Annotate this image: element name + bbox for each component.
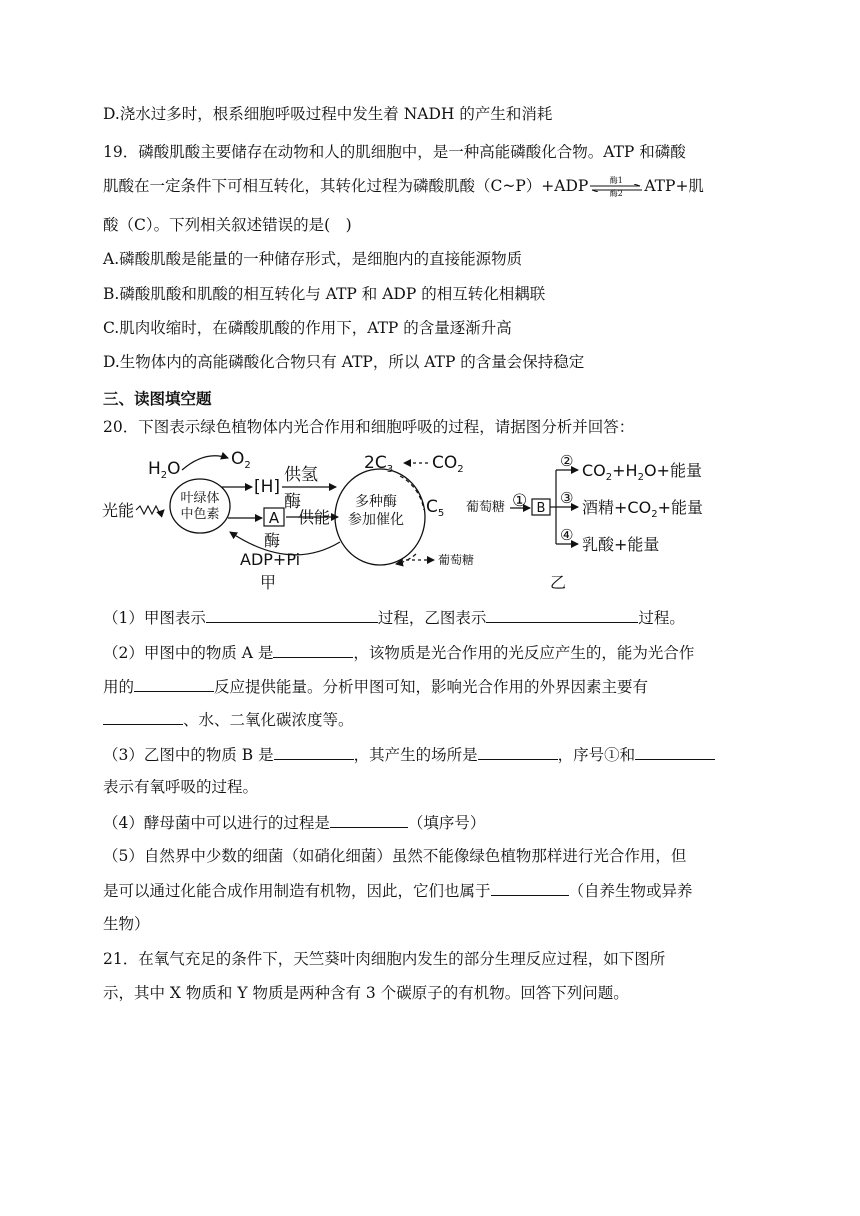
h2o-to-o2-arrow bbox=[182, 456, 228, 470]
q20-stem: 20．下图表示绿色植物体内光合作用和细胞呼吸的过程，请据图分析并回答： bbox=[103, 418, 635, 436]
sub2-text-c: 用的 bbox=[103, 678, 135, 696]
answer-blank-3[interactable] bbox=[273, 641, 353, 658]
answer-blank-1[interactable] bbox=[206, 606, 378, 623]
q19-option-a: A.磷酸肌酸是能量的一种储存形式，是细胞内的直接能源物质 bbox=[103, 250, 523, 268]
sub2-text-b: ，该物质是光合作用的光反应产生的，能为光合作 bbox=[353, 644, 695, 662]
multi-enzyme-label-1: 多种酶 bbox=[355, 494, 397, 510]
c3-label: $2C_3$ bbox=[364, 453, 394, 475]
step3-label: ③ bbox=[560, 489, 574, 507]
diagram-yi-label: 乙 bbox=[550, 573, 567, 592]
photosynthesis-respiration-diagram bbox=[100, 450, 720, 600]
sub1-text-c: 过程。 bbox=[638, 609, 685, 627]
sub4-text-b: （填序号） bbox=[407, 814, 486, 832]
supply-energy-label: 供能 bbox=[298, 508, 331, 527]
section-heading: 三、读图填空题 bbox=[103, 390, 212, 408]
h-label: [H] bbox=[254, 477, 281, 497]
q20-sub5-line2 bbox=[103, 879, 693, 902]
light-energy-label: 光能 bbox=[102, 501, 135, 520]
q19-stem-line2-b: ATP+肌 bbox=[644, 177, 704, 195]
answer-blank-7[interactable] bbox=[478, 743, 558, 760]
product4-label: 乳酸+能量 bbox=[582, 535, 660, 554]
q19-option-b: B.磷酸肌酸和肌酸的相互转化与 ATP 和 ADP 的相互转化相耦联 bbox=[103, 285, 546, 303]
enzyme2-label: 酶2 bbox=[609, 189, 623, 198]
answer-blank-10[interactable] bbox=[491, 879, 569, 896]
c5-to-c3-dashed-arc bbox=[400, 476, 424, 510]
answer-blank-4[interactable] bbox=[134, 675, 214, 692]
sub4-text-a: （4）酵母菌中可以进行的过程是 bbox=[103, 814, 330, 832]
q20-sub3-line1 bbox=[103, 743, 715, 766]
sub3-text-b: ，其产生的场所是 bbox=[353, 746, 478, 764]
o2-label: $O_2$ bbox=[231, 450, 251, 471]
pigment-label-2: 中色素 bbox=[180, 507, 220, 522]
q21-line1: 21．在氧气充足的条件下，天竺葵叶肉细胞内发生的部分生理反应过程，如下图所 bbox=[103, 950, 666, 968]
q20-sub4 bbox=[103, 811, 485, 834]
sub1-text-a: （1）甲图表示 bbox=[103, 609, 206, 627]
answer-blank-9[interactable] bbox=[330, 811, 408, 828]
pigment-label-1: 叶绿体 bbox=[180, 491, 220, 506]
h2o-label: $H_2O$ bbox=[148, 459, 181, 481]
q20-sub5-line1: （5）自然界中少数的细菌（如硝化细菌）虽然不能像绿色植物那样进行光合作用，但 bbox=[103, 847, 687, 865]
co2-label: $CO_2$ bbox=[432, 453, 464, 475]
adp-label: ADP+Pi bbox=[240, 550, 301, 569]
answer-blank-5[interactable] bbox=[103, 708, 183, 725]
q19-stem-line2-a: 肌酸在一定条件下可相互转化，其转化过程为磷酸肌酸（C~P）+ADP bbox=[103, 177, 589, 195]
enzyme1-label: 酶1 bbox=[609, 176, 623, 185]
q19-stem-line3: 酸（C）。下列相关叙述错误的是( ) bbox=[103, 216, 352, 234]
sub2-text-a: （2）甲图中的物质 A 是 bbox=[103, 644, 274, 662]
sub3-text-a: （3）乙图中的物质 B 是 bbox=[103, 746, 274, 764]
q20-sub3-line2: 表示有氧呼吸的过程。 bbox=[103, 778, 259, 796]
q20-sub5-line3: 生物） bbox=[103, 915, 150, 933]
a-enzyme-label: 酶 bbox=[264, 531, 281, 550]
diagram-jia-label: 甲 bbox=[260, 573, 277, 592]
jia-glucose-label: 葡萄糖 bbox=[438, 553, 475, 567]
q19-option-c: C.肌肉收缩时，在磷酸肌酸的作用下，ATP 的含量逐渐升高 bbox=[103, 319, 512, 337]
diagram-jia bbox=[102, 450, 474, 592]
q18-option-d: D.浇水过多时，根系细胞呼吸过程中发生着 NADH 的产生和消耗 bbox=[103, 105, 553, 123]
q19-stem-line1: 19．磷酸肌酸主要储存在动物和人的肌细胞中，是一种高能磷酸化合物。ATP 和磷酸 bbox=[103, 143, 686, 161]
yi-glucose-label: 葡萄糖 bbox=[466, 500, 506, 515]
supply-h-label: 供氢 bbox=[284, 465, 318, 485]
q21-line2: 示，其中 X 物质和 Y 物质是两种含有 3 个碳原子的有机物。回答下列问题。 bbox=[103, 984, 629, 1002]
step4-label: ④ bbox=[560, 526, 574, 544]
product3-label: 酒精$+CO_2+$能量 bbox=[582, 498, 703, 520]
q19-stem-line2 bbox=[103, 175, 704, 198]
diagram-yi bbox=[466, 452, 703, 592]
box-b-label: B bbox=[536, 501, 546, 516]
q20-sub1 bbox=[103, 606, 685, 629]
light-wavy-arrow bbox=[136, 506, 164, 514]
q20-sub2-line2 bbox=[103, 675, 648, 698]
answer-blank-6[interactable] bbox=[274, 743, 354, 760]
reversible-arrow bbox=[588, 176, 644, 198]
multi-enzyme-label-2: 参加催化 bbox=[348, 512, 404, 528]
step1-label: ① bbox=[512, 491, 528, 511]
sub3-text-c: ，序号①和 bbox=[557, 746, 636, 764]
sub5-text-b: 是可以通过化能合成作用制造有机物，因此，它们也属于 bbox=[103, 882, 491, 900]
q19-option-d: D.生物体内的高能磷酸化合物只有 ATP，所以 ATP 的含量会保持稳定 bbox=[103, 353, 585, 371]
product2-label: $CO_2+H_2O+$能量 bbox=[582, 461, 702, 483]
pigment-circle bbox=[170, 479, 230, 533]
supply-h-enzyme-label: 酶 bbox=[284, 492, 301, 512]
q20-sub2-line3 bbox=[103, 708, 354, 731]
answer-blank-2[interactable] bbox=[486, 606, 638, 623]
sub2-text-e: 、水、二氧化碳浓度等。 bbox=[183, 711, 354, 729]
q20-sub2-line1 bbox=[103, 641, 694, 664]
answer-blank-8[interactable] bbox=[635, 743, 715, 760]
step2-label: ② bbox=[560, 452, 574, 470]
sub2-text-d: 反应提供能量。分析甲图可知，影响光合作用的外界因素主要有 bbox=[214, 678, 649, 696]
box-a-label: A bbox=[268, 509, 280, 527]
sub1-text-b: 过程，乙图表示 bbox=[377, 609, 487, 627]
sub5-text-c: （自养生物或异养 bbox=[568, 882, 693, 900]
c5-label: $C_5$ bbox=[426, 497, 445, 519]
